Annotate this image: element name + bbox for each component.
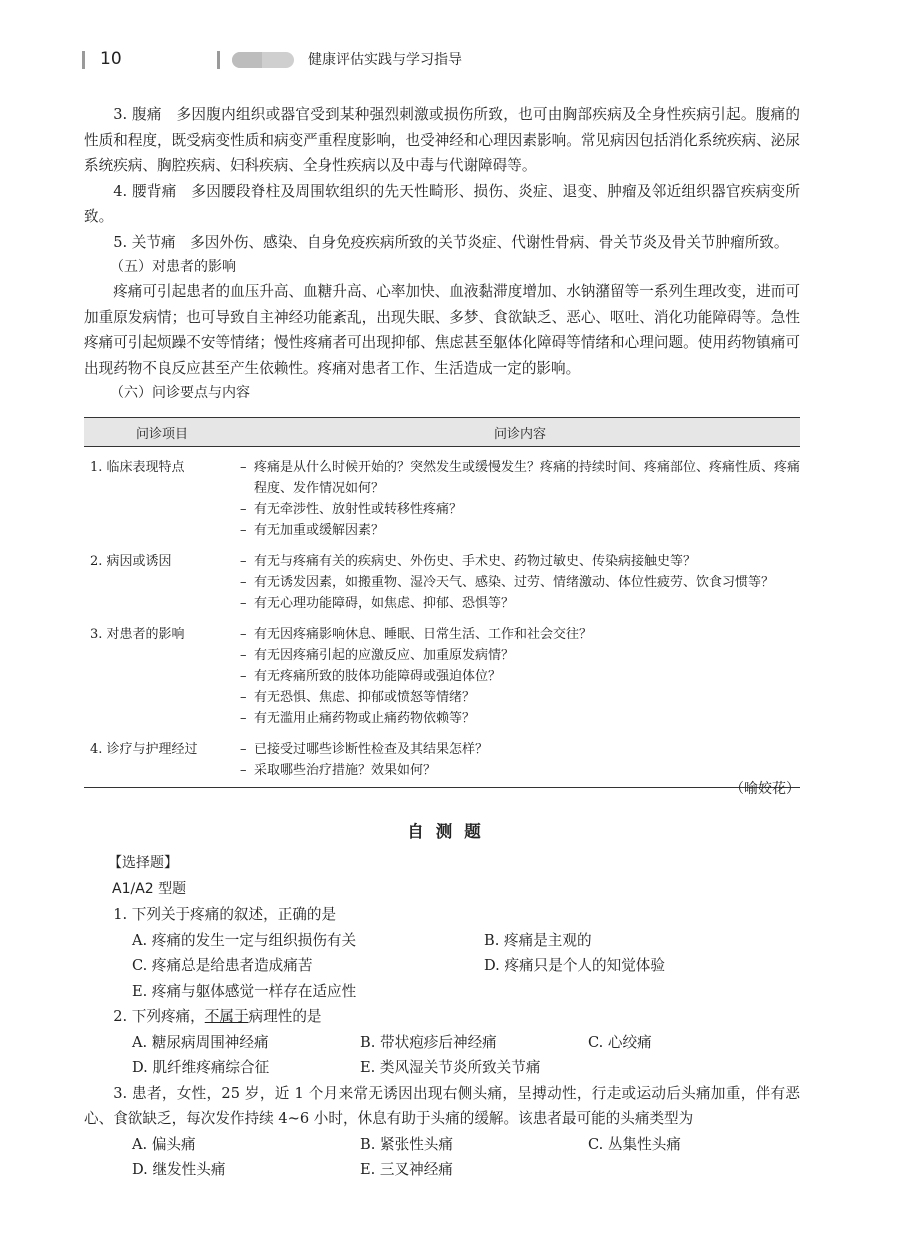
paragraph-back-pain: 4. 腰背痛 多因腰段脊柱及周围软组织的先天性畸形、损伤、炎症、退变、肿瘤及邻近组织器官疾病变所致。	[84, 182, 800, 225]
list-item: – 有无心理功能障碍，如焦虑、抑郁、恐惧等？	[240, 596, 515, 611]
table-cell-content	[240, 447, 800, 542]
option-b: B. 紧张性头痛	[360, 1135, 453, 1153]
header-rule-left	[82, 51, 85, 69]
list-item: – 有无牵涉性、放射性或转移性疼痛？	[240, 502, 463, 517]
question-type-heading: A1/A2 型题	[112, 881, 187, 897]
question-2-stem: 2. 下列疼痛，不属于病理性的是	[113, 1008, 322, 1025]
table-cell-content	[240, 614, 800, 729]
question-3-options	[84, 1132, 800, 1183]
question-3-stem: 3. 患者，女性，25 岁，近 1 个月来常无诱因出现右侧头痛，呈搏动性，行走或运动后头痛加重，伴有恶心、食欲缺乏，每次发作持续 4~6 小时，休息有助于头痛的缓解。该患者最可能的头痛类型为	[84, 1084, 800, 1127]
list-item: – 有无疼痛所致的肢体功能障碍或强迫体位？	[240, 669, 502, 684]
book-title: 健康评估实践与学习指导	[308, 52, 462, 68]
option-a: A. 疼痛的发生一定与组织损伤有关	[132, 931, 357, 949]
list-item: – 有无因疼痛引起的应激反应、加重原发病情？	[240, 648, 515, 663]
option-d: D. 继发性头痛	[132, 1161, 226, 1178]
option-a: A. 偏头痛	[132, 1135, 196, 1153]
running-header	[82, 48, 820, 72]
question-1-stem: 1. 下列关于疼痛的叙述，正确的是	[113, 906, 337, 923]
list-item: – 有无因疼痛影响休息、睡眠、日常生活、工作和社会交往？	[240, 627, 593, 642]
list-item: – 采取哪些治疗措施？效果如何？	[240, 763, 437, 778]
option-c: C. 心绞痛	[588, 1033, 652, 1051]
table-cell-item: 2. 病因或诱因	[90, 554, 172, 569]
question-2-options	[84, 1030, 800, 1081]
table-row	[84, 614, 800, 729]
option-d: D. 疼痛只是个人的知觉体验	[484, 957, 665, 974]
table-row	[84, 729, 800, 788]
table-header-content: 问诊内容	[240, 418, 800, 447]
body-text	[84, 102, 800, 405]
list-item: – 有无加重或缓解因素？	[240, 523, 385, 538]
option-d: D. 肌纤维疼痛综合征	[132, 1059, 270, 1076]
table-row	[84, 541, 800, 614]
list-item: – 有无恐惧、焦虑、抑郁或愤怒等情绪？	[240, 690, 476, 705]
option-e: E. 类风湿关节炎所致关节痛	[360, 1059, 541, 1076]
inquiry-table	[84, 417, 800, 788]
list-item: – 疼痛是从什么时候开始的？突然发生或缓慢发生？疼痛的持续时间、疼痛部位、疼痛性质、疼痛程度、发作情况如何？	[240, 460, 801, 496]
header-decoration-dark	[232, 52, 262, 68]
option-b: B. 带状疱疹后神经痛	[360, 1033, 497, 1051]
table-header-row	[84, 418, 800, 447]
table-cell-item: 4. 诊疗与护理经过	[84, 729, 240, 788]
option-b: B. 疼痛是主观的	[484, 931, 592, 949]
table-cell-content	[240, 541, 800, 614]
emphasis-not-belong: 不属于	[204, 1008, 249, 1025]
paragraph-abdominal-pain: 3. 腹痛 多因腹内组织或器官受到某种强烈刺激或损伤所致，也可由胸部疾病及全身性疾病引起。腹痛的性质和程度，既受病变性质和病变严重程度影响，也受神经和心理因素影响。常见病因包括消化系统疾病、泌尿系统疾病、胸腔疾病、妇科疾病、全身性疾病以及中毒与代谢障碍等。	[84, 106, 800, 174]
list-item: – 已接受过哪些诊断性检查及其结果怎样？	[240, 742, 489, 757]
list-item: – 有无诱发因素，如搬重物、湿冷天气、感染、过劳、情绪激动、体位性疲劳、饮食习惯等？	[240, 575, 775, 590]
option-e: E. 三叉神经痛	[360, 1161, 453, 1178]
list-item: – 有无滥用止痛药物或止痛药物依赖等？	[240, 711, 476, 726]
self-test-title: 自测题	[407, 822, 493, 841]
table-cell-item: 3. 对患者的影响	[90, 627, 185, 642]
author-credit: （喻姣花）	[730, 781, 800, 797]
section-heading-impact: （五）对患者的影响	[110, 259, 236, 275]
header-rule-right	[217, 51, 220, 69]
question-1-options	[84, 928, 800, 1005]
page-number: 10	[100, 49, 122, 69]
paragraph-joint-pain: 5. 关节痛 多因外伤、感染、自身免疫疾病所致的关节炎症、代谢性骨病、骨关节炎及骨关节肿瘤所致。	[113, 233, 789, 251]
option-c: C. 疼痛总是给患者造成痛苦	[132, 957, 313, 974]
self-test-questions	[84, 850, 800, 1183]
list-item: – 有无与疼痛有关的疾病史、外伤史、手术史、药物过敏史、传染病接触史等？	[240, 554, 697, 569]
table-row	[84, 447, 800, 542]
option-e: E. 疼痛与躯体感觉一样存在适应性	[132, 982, 357, 1000]
table-cell-item: 1. 临床表现特点	[90, 460, 185, 475]
option-a: A. 糖尿病周围神经痛	[132, 1033, 269, 1051]
section-heading-inquiry: （六）问诊要点与内容	[110, 385, 250, 401]
table-cell-content	[240, 729, 800, 788]
choice-section-heading: 【选择题】	[108, 855, 178, 871]
option-c: C. 丛集性头痛	[588, 1135, 681, 1153]
table-header-item: 问诊项目	[84, 418, 240, 447]
paragraph-impact: 疼痛可引起患者的血压升高、血糖升高、心率加快、血液黏滞度增加、水钠潴留等一系列生理改变，进而可加重原发病情；也可导致自主神经功能紊乱，出现失眠、多梦、食欲缺乏、恶心、呕吐、消化功能障碍等。急性疼痛可引起烦躁不安等情绪；慢性疼痛者可出现抑郁、焦虑甚至躯体化障碍等情绪和心理问题。使用药物镇痛可出现药物不良反应甚至产生依赖性。疼痛对患者工作、生活造成一定的影响。	[84, 283, 800, 377]
